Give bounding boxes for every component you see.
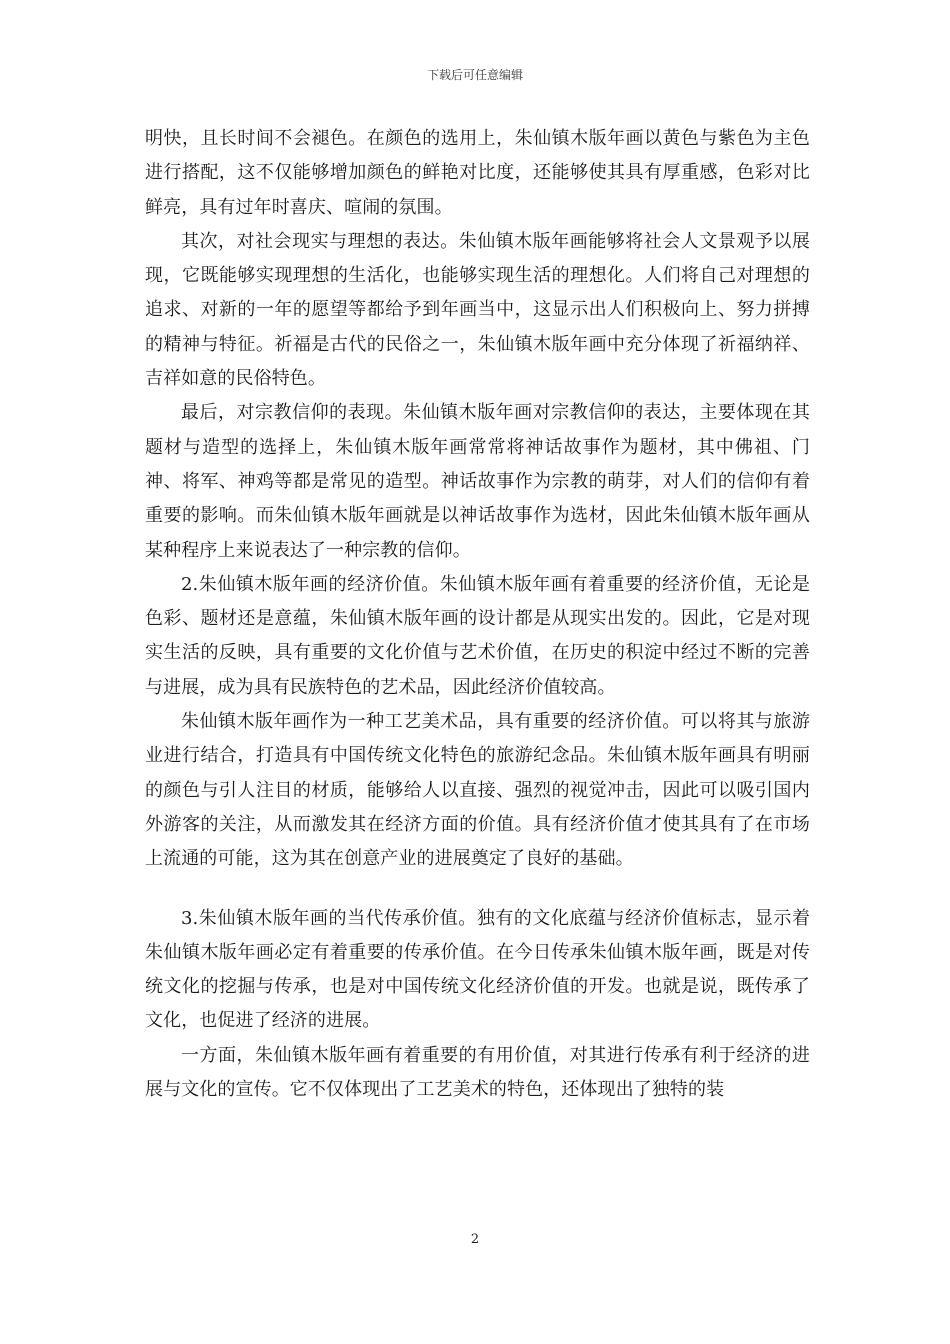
paragraph-practical-value: 一方面，朱仙镇木版年画有着重要的有用价值，对其进行传承有利于经济的进展与文化的宣传。它不仅体现出了工艺美术的特色，还体现出了独特的装 [145, 1044, 810, 1101]
page-header-note: 下载后可任意编辑 [426, 68, 523, 82]
paragraph-social-reality: 其次，对社会现实与理想的表达。朱仙镇木版年画能够将社会人文景观予以展现，它既能够实现理想的生活化，也能够实现生活的理想化。人们将自己对理想的追求、对新的一年的愿望等都给予到年画当中，这显示出人们积极向上、努力拼搏的精神与特征。祈福是古代的民俗之一，朱仙镇木版年画中充分体现了祈福纳祥、吉祥如意的民俗特色。 [145, 230, 810, 390]
paragraph-craft-tourism: 朱仙镇木版年画作为一种工艺美术品，具有重要的经济价值。可以将其与旅游业进行结合，打造具有中国传统文化特色的旅游纪念品。朱仙镇木版年画具有明丽的颜色与引人注目的材质，能够给人以直接、强烈的视觉冲击，因此可以吸引国内外游客的关注，从而激发其在经济方面的价值。具有经济价值才使其具有了在市场上流通的可能，这为其在创意产业的进展奠定了良好的基础。 [145, 711, 810, 870]
paragraph-inheritance-value: 3.朱仙镇木版年画的当代传承价值。独有的文化底蕴与经济价值标志，显示着朱仙镇木版年画必定有着重要的传承价值。在今日传承朱仙镇木版年画，既是对传统文化的挖掘与传承，也是对中国传统文化经济价值的开发。也就是说，既传承了文化，也促进了经济的进展。 [145, 907, 810, 1032]
paragraph-economic-value: 2.朱仙镇木版年画的经济价值。朱仙镇木版年画有着重要的经济价值，无论是色彩、题材还是意蕴，朱仙镇木版年画的设计都是从现实出发的。因此，它是对现实生活的反映，具有重要的文化价值与艺术价值，在历史的积淀中经过不断的完善与进展，成为具有民族特色的艺术品，因此经济价值较高。 [145, 573, 810, 698]
page-number: 2 [470, 1232, 480, 1247]
document-body [145, 122, 810, 1107]
paragraph-continuation: 明快，且长时间不会褪色。在颜色的选用上，朱仙镇木版年画以黄色与紫色为主色进行搭配，这不仅能够增加颜色的鲜艳对比度，还能够使其具有厚重感，色彩对比鲜亮，具有过年时喜庆、喧闹的氛围。 [145, 128, 810, 218]
paragraph-religious-belief: 最后，对宗教信仰的表现。朱仙镇木版年画对宗教信仰的表达，主要体现在其题材与造型的选择上，朱仙镇木版年画常常将神话故事作为题材，其中佛祖、门神、将军、神鸡等都是常见的造型。神话故事作为宗教的萌芽，对人们的信仰有着重要的影响。而朱仙镇木版年画就是以神话故事作为选材，因此朱仙镇木版年画从某种程序上来说表达了一种宗教的信仰。 [145, 402, 810, 561]
